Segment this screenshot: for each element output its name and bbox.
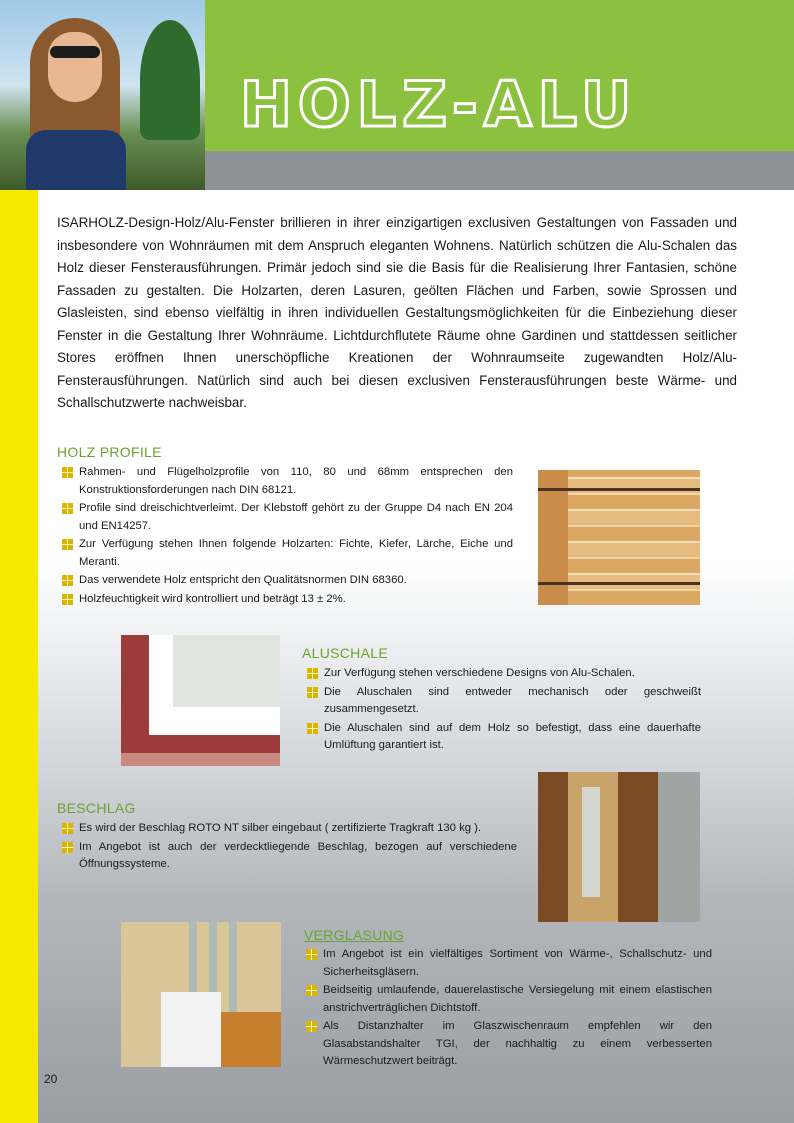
hinge-shape xyxy=(582,787,600,897)
face-shape xyxy=(48,32,102,102)
dress-shape xyxy=(26,130,126,190)
list-item-text: Profile sind dreischichtverleimt. Der Klebstoff gehört zu der Gruppe D4 nach EN 204 und EN14257. xyxy=(79,502,513,532)
bullet-icon xyxy=(62,575,73,586)
bullet-icon xyxy=(62,823,73,834)
frame-bottom-shape xyxy=(121,753,280,766)
list-item-text: Als Distanzhalter im Glaszwischenraum empfehlen wir den Glasabstandshalter TGI, der nachhaltig zu einem verbesserten Wärmeschutzwert beiträgt. xyxy=(323,1020,712,1067)
glass-pane-shape xyxy=(229,922,237,1012)
list-item xyxy=(59,820,517,838)
list-item-text: Das verwendete Holz entspricht den Qualitätsnormen DIN 68360. xyxy=(79,574,407,586)
holz-profile-list xyxy=(59,464,513,609)
beschlag-list xyxy=(59,820,517,875)
verglasung-list xyxy=(303,946,712,1072)
verglasung-heading: VERGLASUNG xyxy=(304,927,405,943)
bullet-icon xyxy=(307,687,318,698)
list-item-text: Im Angebot ist auch der verdecktliegende Beschlag, bezogen auf verschiedene Öffnungssysteme. xyxy=(79,840,517,870)
bullet-icon xyxy=(62,842,73,853)
list-item xyxy=(59,839,517,874)
wood-stripe xyxy=(538,488,700,491)
list-item-text: Zur Verfügung stehen verschiedene Designs von Alu-Schalen. xyxy=(324,667,635,679)
bullet-icon xyxy=(62,594,73,605)
list-item xyxy=(59,500,513,535)
bullet-icon xyxy=(62,503,73,514)
list-item-text: Beidseitig umlaufende, dauerelastische Versiegelung mit einem elastischen anstrichverträglichen Dichtstoff. xyxy=(323,984,712,1014)
intro-paragraph: ISARHOLZ-Design-Holz/Alu-Fenster brillieren in ihrer einzigartigen exclusiven Gestaltungen von Fassaden und insbesondere von Wohnräumen mit dem Anspruch eleganten Wohnens. Natürlich schützen die Alu-Schalen das Holz dieser Fensterausführungen. Primär jedoch sind sie die Basis für die Realisierung Ihrer Fantasien, schöne Fassaden zu gestalten. Die Holzarten, deren Lasuren, geölten Flächen und Farben, sowie Sprossen und Glasleisten, sind ebenso vielfältig in ihren individuellen Gestaltungsmöglichkeiten für die Einbeziehung dieser Fenster in die Gestaltung Ihrer Wohnräume. Lichtdurchflutete Räume ohne Gardinen und stattdessen seitlicher Stores eröffnen Ihnen unerschöpfliche Kreationen der Wohnraumseite zugewandten Holz/Alu-Fensterausführungen. Natürlich sind auch bei diesen exclusiven Fensterausführungen beste Wärme- und Schallschutzwerte nachweisbar. xyxy=(57,215,737,410)
seal-profile-shape xyxy=(161,992,221,1067)
list-item xyxy=(304,720,701,755)
list-item-text: Die Aluschalen sind entweder mechanisch oder geschweißt zusammengesetzt. xyxy=(324,685,701,715)
list-item xyxy=(303,982,712,1017)
list-item xyxy=(304,665,701,683)
aluschale-list xyxy=(304,665,701,756)
alu-frame-image xyxy=(121,635,280,766)
bullet-icon xyxy=(307,668,318,679)
holz-profile-heading: HOLZ PROFILE xyxy=(57,444,162,460)
list-item-text: Rahmen- und Flügelholzprofile von 110, 80 und 68mm entsprechen den Konstruktionsforderungen nach DIN 68121. xyxy=(79,466,513,496)
list-item-text: Die Aluschalen sind auf dem Holz so befestigt, dass eine dauerhafte Umlüftung garantiert ist. xyxy=(324,721,701,751)
bullet-icon xyxy=(306,1021,317,1032)
bullet-icon xyxy=(62,467,73,478)
bullet-icon xyxy=(62,539,73,550)
list-item xyxy=(59,572,513,590)
bullet-icon xyxy=(307,723,318,734)
palm-tree-shape xyxy=(140,20,200,140)
wood-stripe xyxy=(538,582,700,585)
list-item xyxy=(59,464,513,499)
beschlag-heading: BESCHLAG xyxy=(57,800,136,816)
bullet-icon xyxy=(306,949,317,960)
glazing-cross-section-image xyxy=(121,922,281,1067)
woman-portrait-photo xyxy=(0,0,205,190)
list-item-text: Zur Verfügung stehen Ihnen folgende Holzarten: Fichte, Kiefer, Lärche, Eiche und Meranti. xyxy=(79,538,513,568)
header-grey-band xyxy=(205,151,794,190)
list-item-text: Holzfeuchtigkeit wird kontrolliert und beträgt 13 ± 2%. xyxy=(79,592,346,605)
wood-profile-image xyxy=(538,470,700,605)
glass-shape xyxy=(658,772,700,922)
fitting-hardware-image xyxy=(538,772,700,922)
list-item xyxy=(304,684,701,719)
list-item xyxy=(303,1018,712,1071)
list-item xyxy=(303,946,712,981)
list-item xyxy=(59,536,513,571)
page-title: HOLZ-ALU xyxy=(240,68,638,141)
glass-shape xyxy=(173,635,280,707)
sunglasses-shape xyxy=(50,46,100,58)
page-number: 20 xyxy=(44,1072,58,1086)
list-item-text: Es wird der Beschlag ROTO NT silber eingebaut ( zertifizierte Tragkraft 130 kg ). xyxy=(79,822,482,834)
list-item xyxy=(59,591,513,609)
side-yellow-bar xyxy=(0,190,38,1123)
aluschale-heading: ALUSCHALE xyxy=(302,645,388,661)
list-item-text: Im Angebot ist ein vielfältiges Sortiment von Wärme-, Schallschutz- und Sicherheitsgläsern. xyxy=(323,948,712,978)
bullet-icon xyxy=(306,985,317,996)
